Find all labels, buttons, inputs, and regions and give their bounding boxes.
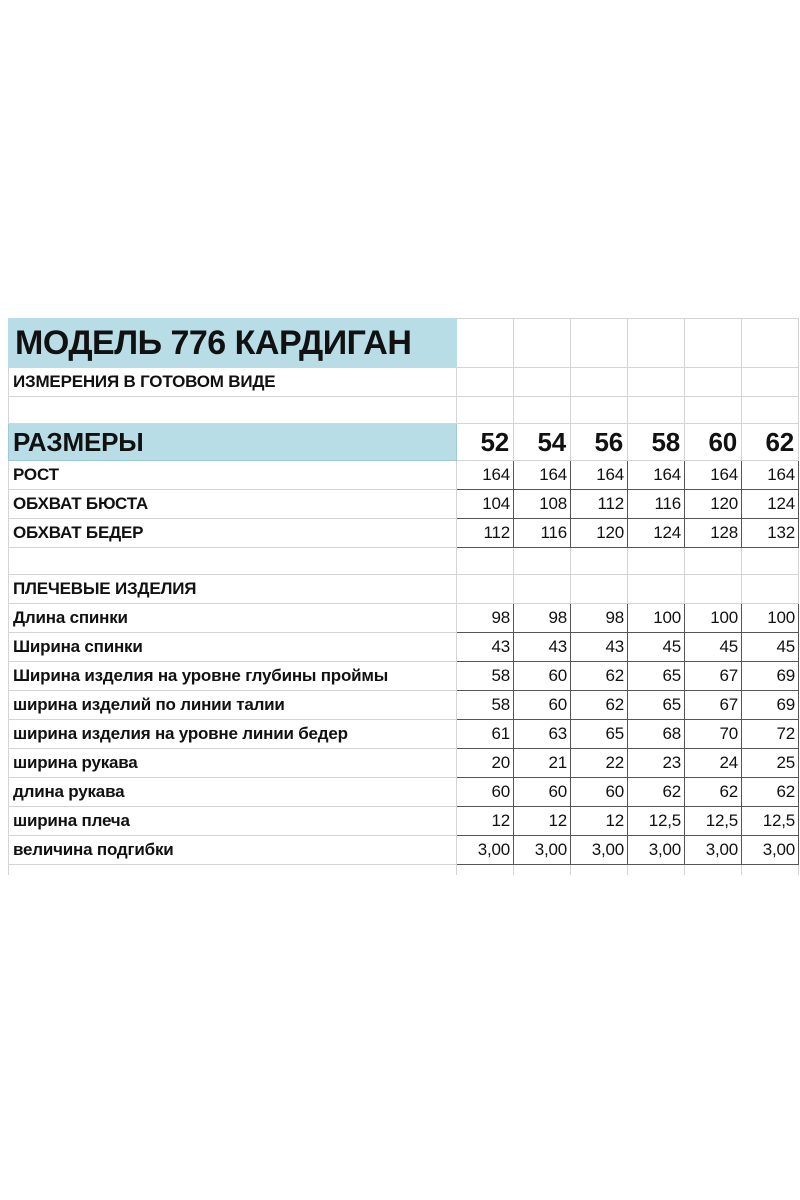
size-chart-table: [8, 318, 799, 875]
value-cell: 3,00: [457, 836, 514, 865]
garment-measure-row: [9, 604, 799, 633]
row-label: величина подгибки: [9, 836, 457, 865]
garment-measure-row: [9, 633, 799, 662]
value-cell: 43: [514, 633, 571, 662]
size-header-cell: 54: [514, 424, 571, 461]
value-cell: 20: [457, 749, 514, 778]
garment-measure-row: [9, 778, 799, 807]
value-cell: 43: [457, 633, 514, 662]
value-cell: 58: [457, 691, 514, 720]
value-cell: 164: [457, 461, 514, 490]
value-cell: 61: [457, 720, 514, 749]
value-cell: 100: [742, 604, 799, 633]
row-label: ширина плеча: [9, 807, 457, 836]
value-cell: 43: [571, 633, 628, 662]
value-cell: 21: [514, 749, 571, 778]
garment-measure-row: [9, 691, 799, 720]
value-cell: 100: [685, 604, 742, 633]
value-cell: 3,00: [742, 836, 799, 865]
row-label: ширина изделий по линии талии: [9, 691, 457, 720]
size-header-cell: 60: [685, 424, 742, 461]
value-cell: 60: [571, 778, 628, 807]
value-cell: 120: [685, 490, 742, 519]
value-cell: 98: [457, 604, 514, 633]
row-label: Ширина спинки: [9, 633, 457, 662]
body-measure-row: [9, 519, 799, 548]
value-cell: 67: [685, 691, 742, 720]
value-cell: 164: [571, 461, 628, 490]
value-cell: 24: [685, 749, 742, 778]
value-cell: 58: [457, 662, 514, 691]
size-header-cell: 62: [742, 424, 799, 461]
title-row: [9, 319, 799, 368]
value-cell: 164: [685, 461, 742, 490]
value-cell: 22: [571, 749, 628, 778]
value-cell: 104: [457, 490, 514, 519]
garment-measure-row: [9, 720, 799, 749]
value-cell: 62: [628, 778, 685, 807]
row-label: Длина спинки: [9, 604, 457, 633]
value-cell: 12: [571, 807, 628, 836]
body-measure-row: [9, 461, 799, 490]
garment-measure-row: [9, 836, 799, 865]
value-cell: 128: [685, 519, 742, 548]
value-cell: 69: [742, 662, 799, 691]
value-cell: 23: [628, 749, 685, 778]
value-cell: 98: [571, 604, 628, 633]
model-title: МОДЕЛЬ 776 КАРДИГАН: [9, 319, 457, 368]
value-cell: 68: [628, 720, 685, 749]
row-label: ширина рукава: [9, 749, 457, 778]
value-cell: 164: [514, 461, 571, 490]
value-cell: 12,5: [628, 807, 685, 836]
value-cell: 12,5: [742, 807, 799, 836]
garment-measure-row: [9, 662, 799, 691]
measurements-subtitle: ИЗМЕРЕНИЯ В ГОТОВОМ ВИДЕ: [9, 368, 457, 397]
section-row: [9, 575, 799, 604]
value-cell: 62: [685, 778, 742, 807]
value-cell: 164: [742, 461, 799, 490]
section-label: ПЛЕЧЕВЫЕ ИЗДЕЛИЯ: [9, 575, 457, 604]
size-chart-sheet: [8, 318, 800, 875]
value-cell: 12: [514, 807, 571, 836]
value-cell: 62: [571, 691, 628, 720]
body-measure-row: [9, 490, 799, 519]
value-cell: 65: [628, 662, 685, 691]
value-cell: 72: [742, 720, 799, 749]
value-cell: 12: [457, 807, 514, 836]
value-cell: 60: [457, 778, 514, 807]
value-cell: 62: [571, 662, 628, 691]
value-cell: 124: [628, 519, 685, 548]
value-cell: 3,00: [514, 836, 571, 865]
value-cell: 60: [514, 662, 571, 691]
row-label: ОБХВАТ БЕДЕР: [9, 519, 457, 548]
value-cell: 3,00: [685, 836, 742, 865]
value-cell: 65: [628, 691, 685, 720]
value-cell: 132: [742, 519, 799, 548]
value-cell: 98: [514, 604, 571, 633]
garment-measure-row: [9, 807, 799, 836]
row-label: ширина изделия на уровне линии бедер: [9, 720, 457, 749]
value-cell: 112: [571, 490, 628, 519]
value-cell: 45: [628, 633, 685, 662]
value-cell: 69: [742, 691, 799, 720]
row-label: длина рукава: [9, 778, 457, 807]
value-cell: 63: [514, 720, 571, 749]
blank-row: [9, 548, 799, 575]
sizes-header-row: [9, 424, 799, 461]
value-cell: 45: [742, 633, 799, 662]
size-header-cell: 52: [457, 424, 514, 461]
sizes-header-label: РАЗМЕРЫ: [9, 424, 457, 461]
value-cell: 70: [685, 720, 742, 749]
row-label: РОСТ: [9, 461, 457, 490]
value-cell: 67: [685, 662, 742, 691]
value-cell: 65: [571, 720, 628, 749]
value-cell: 3,00: [571, 836, 628, 865]
value-cell: 60: [514, 778, 571, 807]
value-cell: 116: [514, 519, 571, 548]
row-label: Ширина изделия на уровне глубины проймы: [9, 662, 457, 691]
size-header-cell: 56: [571, 424, 628, 461]
value-cell: 62: [742, 778, 799, 807]
value-cell: 124: [742, 490, 799, 519]
value-cell: 3,00: [628, 836, 685, 865]
subtitle-row: [9, 368, 799, 397]
blank-row: [9, 397, 799, 424]
value-cell: 112: [457, 519, 514, 548]
garment-measure-row: [9, 749, 799, 778]
value-cell: 120: [571, 519, 628, 548]
value-cell: 108: [514, 490, 571, 519]
value-cell: 60: [514, 691, 571, 720]
trailing-row: [9, 865, 799, 876]
value-cell: 164: [628, 461, 685, 490]
value-cell: 12,5: [685, 807, 742, 836]
value-cell: 25: [742, 749, 799, 778]
size-header-cell: 58: [628, 424, 685, 461]
value-cell: 45: [685, 633, 742, 662]
value-cell: 116: [628, 490, 685, 519]
row-label: ОБХВАТ БЮСТА: [9, 490, 457, 519]
value-cell: 100: [628, 604, 685, 633]
